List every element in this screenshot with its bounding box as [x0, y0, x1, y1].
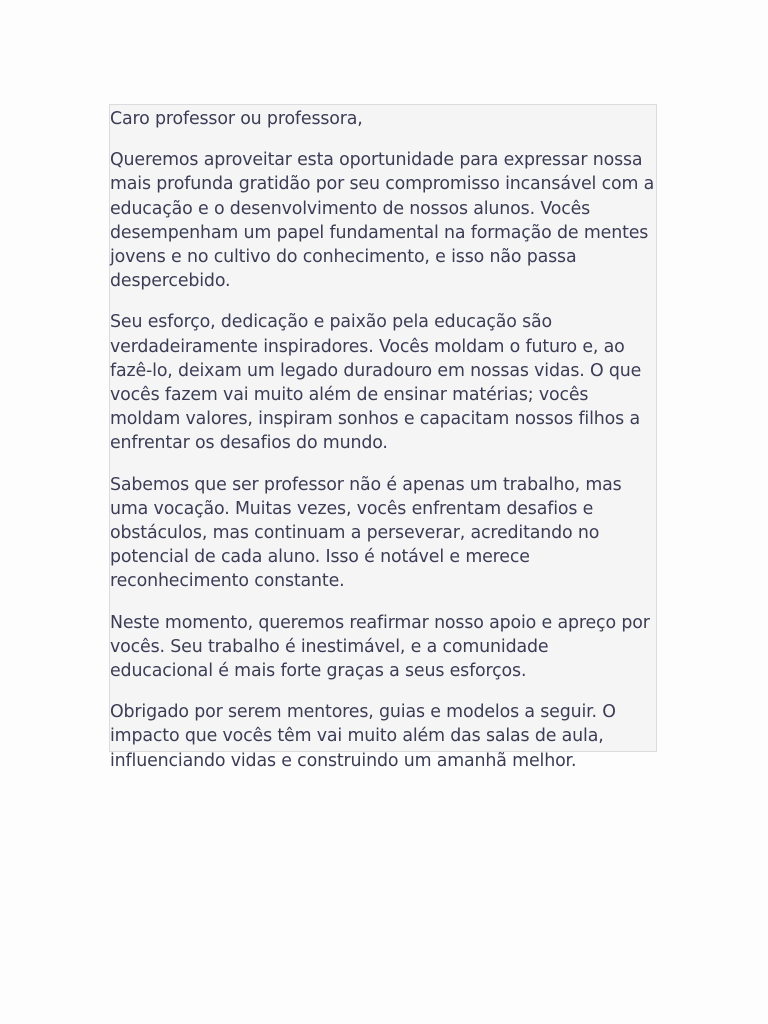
letter-paragraph: Obrigado por serem mentores, guias e modelos a seguir. O impacto que vocês têm vai muito além das salas de aula, influenciando vidas e construindo um amanhã melhor.	[110, 702, 616, 771]
letter-paragraph: Sabemos que ser professor não é apenas um trabalho, mas uma vocação. Muitas vezes, vocês enfrentam desafios e obstáculos, mas continuam a perseverar, acreditando no potencial de cada aluno. Isso é notável e merece reconhecimento constante.	[110, 474, 622, 592]
letter-box	[109, 104, 657, 771]
letter-paragraph: Queremos aproveitar esta oportunidade para expressar nossa mais profunda gratidão por seu compromisso incansável com a educação e o desenvolvimento de nossos alunos. Vocês desempenham um papel fundamental na formação de mentes jovens e no cultivo do conhecimento, e isso não passa despercebido.	[110, 150, 655, 292]
letter-paragraph: Neste momento, queremos reafirmar nosso apoio e apreço por vocês. Seu trabalho é inestimável, e a comunidade educacional é mais forte graças a seus esforços.	[110, 612, 650, 682]
letter-paragraph: Seu esforço, dedicação e paixão pela educação são verdadeiramente inspiradores. Vocês moldam o futuro e, ao fazê-lo, deixam um legado duradouro em nossas vidas. O que vocês fazem vai muito além de ensinar matérias; vocês moldam valores, inspiram sonhos e capacitam nossos filhos a enfrentar os desafios do mundo.	[110, 312, 642, 454]
letter-greeting: Caro professor ou professora,	[110, 109, 363, 129]
